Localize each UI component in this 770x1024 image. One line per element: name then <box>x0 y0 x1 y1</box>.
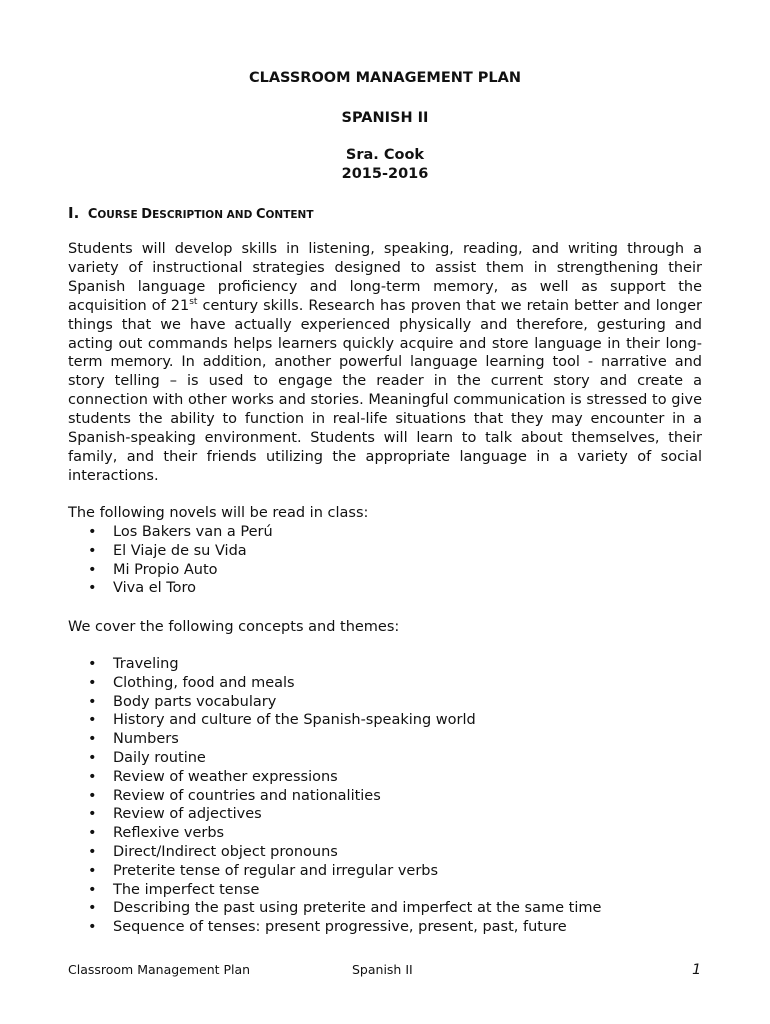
list-item <box>86 523 273 542</box>
novel-title: Mi Propio Auto <box>113 561 218 578</box>
document-title: CLASSROOM MANAGEMENT PLAN <box>248 70 522 86</box>
novel-title: Viva el Toro <box>113 580 197 597</box>
section-heading <box>68 204 314 222</box>
school-year: 2015-2016 <box>341 166 429 182</box>
course-description-paragraph <box>68 240 702 486</box>
bullet-icon: • <box>88 806 97 823</box>
heading-rest: ONTENT <box>265 209 314 221</box>
list-item <box>86 561 273 580</box>
bullet-icon: • <box>88 919 97 936</box>
heading-rest: OURSE <box>97 209 142 221</box>
novels-list <box>86 523 273 598</box>
list-item <box>86 862 601 881</box>
theme-text: Numbers <box>113 731 179 748</box>
bullet-icon: • <box>88 524 97 540</box>
list-item <box>86 749 601 768</box>
section-number: I. <box>68 204 80 222</box>
theme-text: History and culture of the Spanish-speaking world <box>113 712 476 729</box>
list-item <box>86 768 601 787</box>
theme-text: Body parts vocabulary <box>113 693 277 710</box>
list-item <box>86 899 601 918</box>
paragraph-text: century skills. Research has proven that we retain better and longer things that we have actually experienced physically and therefore, gesturing and acting out commands helps learners quickly acquire and store language in their long-term memory. In addition, another powerful language learning tool - narrative and story telling – is used to engage the reader in the current story and create a connection with other works and stories. Meaningful communication is stressed to give students the ability to function in real-life situations that they may encounter in a Spanish-speaking environment. Students will learn to talk about themselves, their family, and their friends utilizing the appropriate language in a variety of social interactions. <box>68 297 702 484</box>
heading-initial: C <box>255 207 266 222</box>
list-item <box>86 730 601 749</box>
list-item <box>86 674 601 693</box>
bullet-icon: • <box>88 881 97 898</box>
heading-initial: C <box>87 207 98 222</box>
bullet-icon: • <box>88 825 97 842</box>
bullet-icon: • <box>88 561 97 578</box>
theme-text: Clothing, food and meals <box>113 674 295 691</box>
list-item <box>86 711 601 730</box>
bullet-icon: • <box>88 768 97 785</box>
bullet-icon: • <box>88 656 97 672</box>
bullet-icon: • <box>88 900 97 917</box>
footer-document-title: Classroom Management Plan <box>68 962 251 977</box>
heading-initial: D <box>141 207 153 222</box>
list-item <box>86 918 601 937</box>
bullet-icon: • <box>88 843 97 860</box>
novels-intro: The following novels will be read in class: <box>68 505 369 521</box>
heading-rest: ESCRIPTION AND <box>152 209 256 221</box>
teacher-name: Sra. Cook <box>345 147 425 163</box>
course-name: SPANISH II <box>341 110 429 126</box>
theme-text: Daily routine <box>113 749 206 766</box>
theme-text: Review of countries and nationalities <box>113 787 381 804</box>
list-item <box>86 824 601 843</box>
themes-intro: We cover the following concepts and themes: <box>68 619 400 635</box>
paragraph-text: Students will develop skills in listening, speaking, reading, and writing through a variety of instructional strategies designed to assist them in strengthening their Spanish language proficiency and long-term memory, as well as support the acquisition of 21 <box>68 241 702 314</box>
theme-text: Preterite tense of regular and irregular verbs <box>113 862 439 879</box>
bullet-icon: • <box>88 787 97 804</box>
bullet-icon: • <box>88 693 97 710</box>
theme-text: Sequence of tenses: present progressive, present, past, future <box>113 919 567 936</box>
themes-list <box>86 655 601 937</box>
novel-title: Los Bakers van a Perú <box>113 524 273 540</box>
bullet-icon: • <box>88 542 97 559</box>
theme-text: Review of weather expressions <box>113 768 338 785</box>
list-item <box>86 542 273 561</box>
theme-text: Describing the past using preterite and imperfect at the same time <box>113 900 602 917</box>
theme-text: The imperfect tense <box>113 881 260 898</box>
theme-text: Direct/Indirect object pronouns <box>113 843 338 860</box>
ordinal-superscript: st <box>189 296 198 307</box>
list-item <box>86 787 601 806</box>
list-item <box>86 579 273 598</box>
footer-course-name: Spanish II <box>352 962 413 977</box>
theme-text: Traveling <box>113 656 179 672</box>
bullet-icon: • <box>88 749 97 766</box>
theme-text: Reflexive verbs <box>113 825 225 842</box>
bullet-icon: • <box>88 674 97 691</box>
theme-text: Review of adjectives <box>113 806 262 823</box>
bullet-icon: • <box>88 731 97 748</box>
list-item <box>86 843 601 862</box>
bullet-icon: • <box>88 712 97 729</box>
list-item <box>86 881 601 900</box>
list-item <box>86 693 601 712</box>
novel-title: El Viaje de su Vida <box>113 542 247 559</box>
page-number: 1 <box>692 962 702 978</box>
list-item <box>86 805 601 824</box>
list-item <box>86 655 601 674</box>
bullet-icon: • <box>88 862 97 879</box>
bullet-icon: • <box>88 580 97 597</box>
